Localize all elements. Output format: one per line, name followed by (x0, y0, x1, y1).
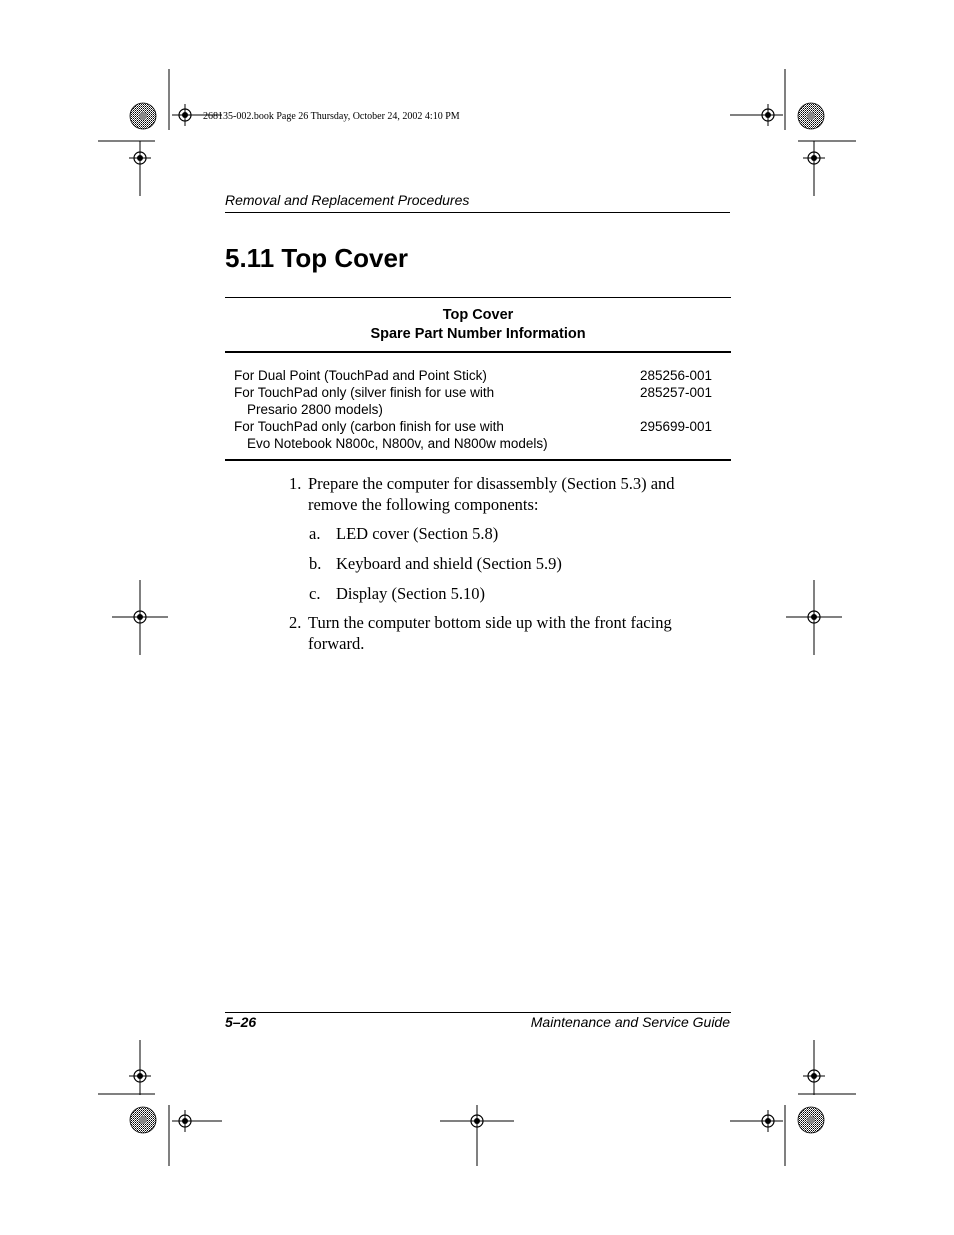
header-rule (225, 212, 730, 213)
registration-target (757, 1110, 779, 1132)
registration-target (757, 104, 779, 126)
section-title: 5.11 Top Cover (225, 243, 409, 273)
substep-letter: b. (309, 554, 322, 573)
part-description-line: For TouchPad only (carbon finish for use with (234, 419, 504, 434)
registration-target (174, 1110, 196, 1132)
starburst-mark (798, 103, 824, 129)
table-caption-line-2: Spare Part Number Information (370, 326, 586, 342)
part-description-continuation: Presario 2800 models) (247, 402, 383, 417)
registration-target (803, 147, 825, 169)
starburst-mark (130, 1107, 156, 1133)
footer-rule (225, 1012, 731, 1013)
substep-letter: a. (309, 524, 321, 543)
print-slug-line: 268135-002.book Page 26 Thursday, October 24, 2002 4:10 PM (203, 111, 460, 122)
substep-text: Display (Section 5.10) (336, 584, 485, 603)
registration-target (129, 1065, 151, 1087)
procedure-step-2 (289, 612, 709, 654)
substep-item (309, 523, 498, 544)
part-description (234, 384, 494, 418)
table-top-rule (225, 297, 731, 298)
part-description-line: For TouchPad only (silver finish for use with (234, 385, 495, 400)
part-description: For Dual Point (TouchPad and Point Stick) (234, 368, 487, 383)
part-description-continuation: Evo Notebook N800c, N800v, and N800w models) (247, 436, 548, 451)
registration-target (466, 1110, 488, 1132)
table-caption (225, 306, 731, 344)
step-number: 1. (289, 474, 302, 493)
running-header: Removal and Replacement Procedures (225, 192, 470, 208)
substep-item (309, 553, 562, 574)
substep-text: Keyboard and shield (Section 5.9) (336, 554, 562, 573)
registration-target (129, 606, 151, 628)
part-number: 295699-001 (640, 419, 713, 434)
part-description (234, 418, 548, 452)
step-text: Prepare the computer for disassembly (Section 5.3) and remove the following components: (308, 474, 675, 514)
table-caption-line-1: Top Cover (442, 307, 514, 323)
table-header-rule (225, 351, 731, 353)
registration-target (803, 606, 825, 628)
footer-guide-title: Maintenance and Service Guide (530, 1014, 730, 1030)
starburst-mark (798, 1107, 824, 1133)
part-number: 285257-001 (640, 385, 713, 400)
registration-target (803, 1065, 825, 1087)
substep-item (309, 583, 485, 604)
step-text: Turn the computer bottom side up with the front facing forward. (308, 613, 672, 653)
part-number: 285256-001 (640, 368, 713, 383)
substep-letter: c. (309, 584, 321, 603)
step-number: 2. (289, 613, 302, 632)
registration-target (174, 104, 196, 126)
starburst-mark (130, 103, 156, 129)
registration-target (129, 147, 151, 169)
footer-page-number: 5–26 (225, 1014, 257, 1030)
procedure-step-1 (289, 473, 709, 515)
substep-text: LED cover (Section 5.8) (336, 524, 499, 543)
table-bottom-rule (225, 459, 731, 461)
